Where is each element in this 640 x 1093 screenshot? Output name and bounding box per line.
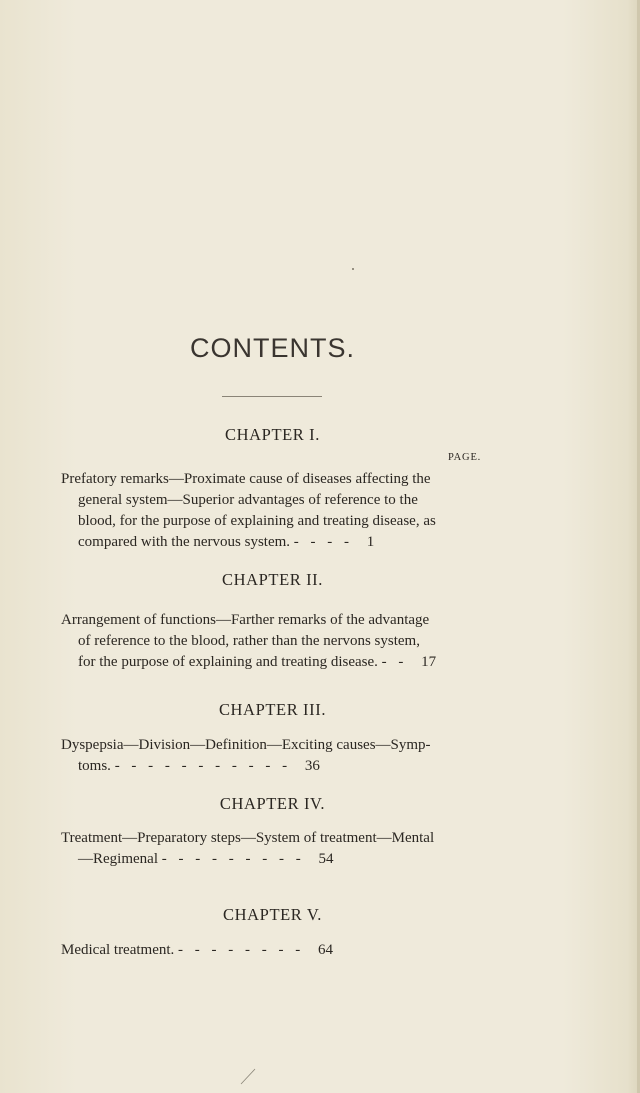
chapter-5-entry xyxy=(61,940,485,961)
entry-line: Arrangement of functions—Farther remarks of the advantage xyxy=(61,612,430,628)
chapter-2-title: CHAPTER II. xyxy=(221,570,324,589)
chapter-1-title: CHAPTER I. xyxy=(225,425,320,444)
chapter-5-title: CHAPTER V. xyxy=(223,905,322,924)
entry-last-line xyxy=(61,940,485,961)
entry-last-line xyxy=(61,756,485,777)
pencil-mark-icon xyxy=(240,1067,256,1085)
entry-line: Prefatory remarks—Proximate cause of diseases affecting the xyxy=(61,471,431,487)
entry-line: blood, for the purpose of explaining and treating disease, as xyxy=(78,513,436,529)
entry-line: of reference to the blood, rather than the nervons system, xyxy=(78,633,420,649)
chapter-3-entry xyxy=(61,735,485,777)
contents-heading: CONTENTS. xyxy=(189,333,355,363)
entry-last-line xyxy=(61,849,485,870)
leader-dots: - - - - - - - - - xyxy=(161,851,305,867)
page-number: 54 xyxy=(318,851,334,867)
chapter-4-title: CHAPTER IV. xyxy=(219,794,326,813)
entry-line: —Regimenal xyxy=(78,851,158,867)
entry-line: for the purpose of explaining and treating disease. xyxy=(78,654,378,670)
leader-dots: - - - - - - - - - - - xyxy=(114,758,292,774)
leader-dots: - - - - xyxy=(293,534,354,550)
chapter-3-title: CHAPTER III. xyxy=(218,700,327,719)
leader-dots: - - - - - - - - xyxy=(178,942,305,958)
page-number: 17 xyxy=(421,654,437,670)
entry-line: compared with the nervous system. xyxy=(78,534,291,550)
page-number: 36 xyxy=(304,758,320,774)
page-number: 64 xyxy=(318,942,334,958)
heading-rule xyxy=(222,396,322,397)
entry-last-line xyxy=(61,532,485,553)
chapter-4-entry xyxy=(61,828,485,870)
entry-line: toms. xyxy=(78,758,111,774)
entry-line: Dyspepsia—Division—Definition—Exciting causes—Symp- xyxy=(61,737,431,753)
entry-line: Treatment—Preparatory steps—System of treatment—Mental xyxy=(61,830,435,846)
entry-last-line xyxy=(61,652,485,673)
entry-line: general system—Superior advantages of reference to the xyxy=(78,492,418,508)
chapter-1-entry xyxy=(61,469,485,553)
ink-speck xyxy=(352,268,354,270)
chapter-2-entry xyxy=(61,610,485,673)
leader-dots: - - xyxy=(381,654,408,670)
entry-line: Medical treatment. xyxy=(61,942,175,958)
page-number: 1 xyxy=(366,534,375,550)
page-column-label: PAGE. xyxy=(448,452,482,463)
